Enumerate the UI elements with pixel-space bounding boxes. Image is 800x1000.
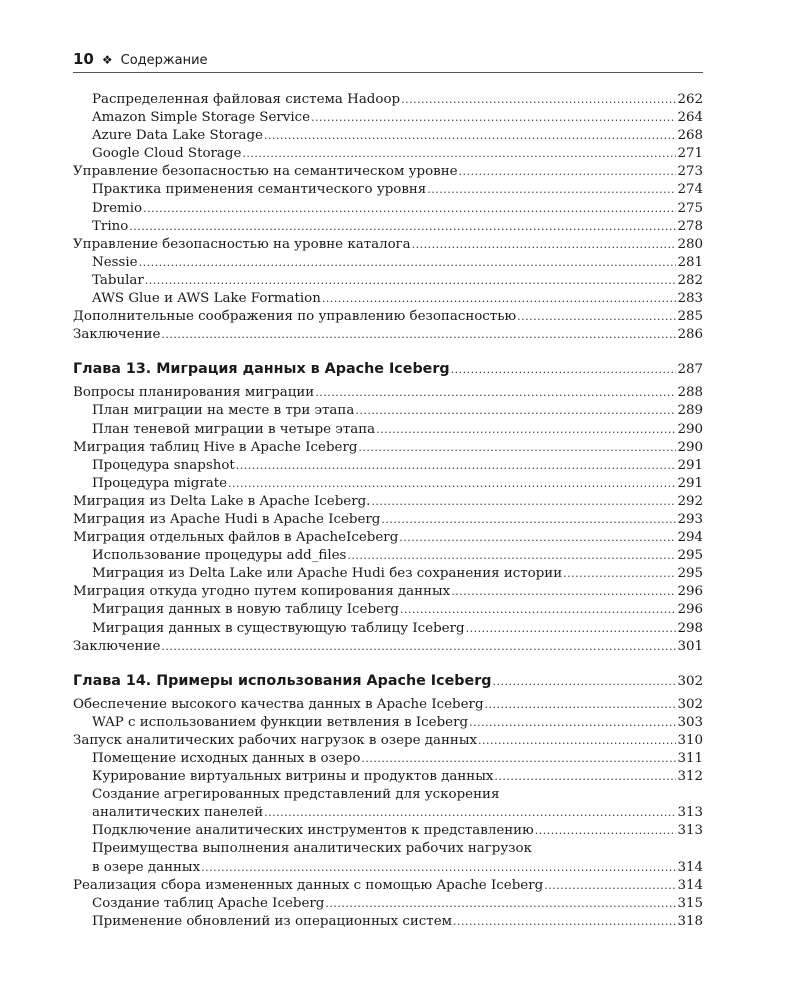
toc-entry-title: Nessie (92, 254, 138, 270)
toc-entry-title-line2: аналитических панелей (92, 805, 264, 821)
toc-entry-title: Применение обновлений из операционных систем (92, 913, 453, 929)
toc-entry-page: 313 (677, 823, 703, 839)
running-title: Содержание (120, 53, 208, 68)
leader-dots (381, 511, 676, 529)
toc-entry[interactable] (73, 457, 703, 475)
toc-entry[interactable] (73, 254, 703, 272)
toc-entry-page: 285 (677, 309, 703, 325)
toc-entry-page: 295 (677, 548, 703, 564)
toc-entry-title: Миграция из Delta Lake в Apache Iceberg. (73, 493, 371, 509)
leader-dots (535, 822, 677, 840)
toc-entry[interactable] (73, 326, 703, 344)
toc-entry[interactable] (73, 750, 703, 768)
leader-dots (469, 714, 676, 732)
chapter-title: Глава 13. Миграция данных в Apache Iceberg (73, 361, 450, 378)
leader-dots (399, 529, 676, 547)
toc-entry-title-line1: Создание агрегированных представлений для ускорения (92, 787, 500, 803)
toc-entry-title: Подключение аналитических инструментов к представлению (92, 823, 534, 839)
toc-entry-page: 293 (677, 511, 703, 527)
toc-entry-page: 290 (677, 421, 703, 437)
leader-dots (371, 493, 676, 511)
toc-entry[interactable] (73, 565, 703, 583)
toc-entry-title: Заключение (73, 638, 161, 654)
toc-entry-title: Google Cloud Storage (92, 146, 242, 162)
toc-entry-page: 310 (677, 732, 703, 748)
toc-entry-page: 295 (677, 566, 703, 582)
toc-entry-page: 271 (677, 146, 703, 162)
running-header (73, 50, 703, 73)
toc-entry-page: 314 (677, 877, 703, 893)
toc-entry-page: 286 (677, 327, 703, 343)
leader-dots (478, 732, 676, 750)
toc-entry-title: План миграции на месте в три этапа (92, 403, 355, 419)
toc-entry-title: Управление безопасностью на семантическом уровне (73, 164, 458, 180)
toc-entry[interactable] (73, 511, 703, 529)
toc-entry-title: Реализация сбора измененных данных с помощью Apache Iceberg (73, 877, 544, 893)
toc-entry[interactable] (73, 493, 703, 511)
leader-dots (201, 859, 676, 877)
toc-entry-title: Dremio (92, 200, 143, 216)
leader-dots (451, 358, 677, 381)
toc-entry[interactable] (73, 895, 703, 913)
toc-entry-page: 296 (677, 584, 703, 600)
toc-entry[interactable] (73, 272, 703, 290)
toc-entry-page: 296 (677, 602, 703, 618)
leader-dots (412, 236, 677, 254)
ornament-icon: ❖ (101, 53, 113, 67)
toc-entry-line2 (92, 859, 703, 877)
toc-entry-title: Заключение (73, 327, 161, 343)
leader-dots (347, 547, 676, 565)
toc-entry-title: Миграция отдельных файлов в ApacheIceberg (73, 530, 399, 546)
toc-entry[interactable] (73, 421, 703, 439)
toc-entry[interactable] (73, 475, 703, 493)
toc-entry[interactable] (73, 822, 703, 840)
leader-dots (493, 670, 677, 693)
toc-entry-title: Практика применения семантического уровня (92, 182, 427, 198)
toc-entry-page: 281 (677, 254, 703, 270)
leader-dots (466, 620, 677, 638)
toc-entry[interactable] (73, 583, 703, 601)
toc-entry-page: 302 (677, 696, 703, 712)
toc-entry[interactable] (73, 601, 703, 619)
toc-entry-title: Amazon Simple Storage Service (92, 110, 311, 126)
toc-entry-title: AWS Glue и AWS Lake Formation (92, 291, 321, 307)
page-number: 10 (73, 50, 94, 68)
toc-entry[interactable] (73, 529, 703, 547)
toc-entry-title: Процедура migrate (92, 475, 228, 491)
toc-entry[interactable] (73, 127, 703, 145)
toc-entry-page: 303 (677, 714, 703, 730)
toc-entry-page: 292 (677, 493, 703, 509)
toc-entry-title: План теневой миграции в четыре этапа (92, 421, 376, 437)
toc-entry[interactable] (73, 714, 703, 732)
leader-dots (161, 638, 676, 656)
leader-dots (358, 439, 676, 457)
toc-entry-title: Вопросы планирования миграции (73, 385, 315, 401)
toc-entry[interactable] (73, 384, 703, 402)
leader-dots (376, 421, 676, 439)
toc-entry[interactable] (73, 109, 703, 127)
toc-entry-title: Azure Data Lake Storage (92, 128, 263, 144)
toc-entry-title: Помещение исходных данных в озеро (92, 751, 361, 766)
leader-dots (236, 457, 677, 475)
toc-entry-title: Миграция таблиц Hive в Apache Iceberg (73, 439, 358, 455)
toc-entry[interactable] (73, 200, 703, 218)
toc-entry-page: 291 (677, 457, 703, 473)
toc-entry-title: Управление безопасностью на уровне каталога (73, 236, 411, 252)
toc-entry[interactable] (73, 402, 703, 420)
toc-entry-title: Создание таблиц Apache Iceberg (92, 895, 325, 911)
toc-entry[interactable] (73, 439, 703, 457)
toc-entry-line2 (92, 804, 703, 822)
toc-entry[interactable] (73, 218, 703, 236)
toc-entry-title: WAP с использованием функции ветвления в Iceberg (92, 714, 469, 730)
leader-dots (311, 109, 676, 127)
toc-entry-title: Trino (92, 218, 129, 234)
leader-dots (494, 768, 676, 786)
leader-dots (242, 145, 676, 163)
toc-entry-page: 283 (677, 291, 703, 307)
toc-chapter-14[interactable] (73, 670, 703, 693)
toc-entry-multiline[interactable] (73, 840, 703, 876)
leader-dots (400, 601, 677, 619)
leader-dots (161, 326, 676, 344)
toc-entry-title: Миграция из Apache Hudi в Apache Iceberg (73, 511, 381, 527)
toc-entry-page: 290 (677, 439, 703, 455)
leader-dots (325, 895, 676, 913)
leader-dots (264, 127, 676, 145)
leader-dots (563, 565, 676, 583)
toc-entry[interactable] (73, 290, 703, 308)
toc-entry[interactable] (73, 638, 703, 656)
toc-entry-title: Дополнительные соображения по управлению безопасностью (73, 309, 517, 325)
toc-entry-page: 268 (677, 128, 703, 144)
toc-entry-title: Запуск аналитических рабочих нагрузок в озере данных (73, 732, 478, 748)
leader-dots (322, 290, 677, 308)
leader-dots (139, 254, 677, 272)
toc-entry[interactable] (73, 732, 703, 750)
toc-entry-title: Миграция из Delta Lake или Apache Hudi без сохранения истории (92, 566, 563, 582)
toc-entry-title: Процедура snapshot (92, 457, 235, 473)
chapter-page: 287 (677, 362, 703, 378)
toc-entry-page: 273 (677, 164, 703, 180)
toc-entry-multiline[interactable] (73, 786, 703, 822)
toc-entry-title: Курирование виртуальных витрины и продуктов данных (92, 769, 494, 785)
toc-entry[interactable] (73, 877, 703, 895)
toc-entry-title: Обеспечение высокого качества данных в Apache Iceberg (73, 696, 484, 712)
toc-entry[interactable] (73, 236, 703, 254)
toc-entry-page: 312 (677, 769, 703, 785)
toc-entry[interactable] (73, 91, 703, 109)
toc-entry-title: Миграция данных в существующую таблицу Iceberg (92, 620, 465, 636)
toc-chapter-13[interactable] (73, 358, 703, 381)
leader-dots (264, 804, 676, 822)
toc-entry-title: Миграция данных в новую таблицу Iceberg (92, 602, 399, 618)
toc-entry-page: 278 (677, 218, 703, 234)
leader-dots (517, 308, 676, 326)
leader-dots (355, 402, 676, 420)
toc-entry[interactable] (73, 163, 703, 181)
toc-entry-page: 288 (677, 385, 703, 401)
toc-entry[interactable] (73, 768, 703, 786)
toc-entry[interactable] (73, 145, 703, 163)
toc-entry-page: 264 (677, 110, 703, 126)
toc-entry-page: 313 (677, 805, 703, 821)
toc-entry-page: 315 (677, 895, 703, 911)
chapter-page: 302 (677, 673, 703, 689)
leader-dots (228, 475, 676, 493)
leader-dots (459, 163, 677, 181)
toc-entry-page: 274 (677, 182, 703, 198)
leader-dots (427, 181, 676, 199)
toc-entry-page: 294 (677, 530, 703, 546)
leader-dots (453, 913, 676, 931)
toc-entry-page: 318 (677, 913, 703, 929)
toc-entry[interactable] (73, 913, 703, 931)
leader-dots (544, 877, 676, 895)
toc-entry[interactable] (73, 547, 703, 565)
leader-dots (361, 750, 676, 768)
toc-entry-title: Использование процедуры add_files (92, 548, 347, 564)
chapter-title: Глава 14. Примеры использования Apache Iceberg (73, 672, 492, 689)
toc-entry-page: 298 (677, 620, 703, 636)
table-of-contents (73, 91, 703, 931)
leader-dots (401, 91, 676, 109)
toc-entry[interactable] (73, 308, 703, 326)
toc-entry-title-line2: в озере данных (92, 859, 201, 875)
toc-entry-page: 280 (677, 236, 703, 252)
toc-entry[interactable] (73, 620, 703, 638)
toc-entry-page: 311 (677, 751, 703, 766)
toc-entry-page: 314 (677, 859, 703, 875)
toc-entry[interactable] (73, 696, 703, 714)
toc-entry-page: 291 (677, 475, 703, 491)
leader-dots (129, 218, 676, 236)
toc-entry-title: Tabular (92, 272, 144, 288)
toc-entry-title: Распределенная файловая система Hadoop (92, 92, 401, 107)
toc-entry-title: Миграция откуда угодно путем копирования данных (73, 584, 451, 600)
leader-dots (145, 272, 677, 290)
toc-entry-page: 275 (677, 200, 703, 216)
toc-entry-page: 282 (677, 272, 703, 288)
toc-entry[interactable] (73, 181, 703, 199)
toc-entry-page: 289 (677, 403, 703, 419)
toc-entry-title-line1: Преимущества выполнения аналитических рабочих нагрузок (92, 841, 532, 857)
leader-dots (451, 583, 676, 601)
toc-entry-page: 262 (677, 92, 703, 107)
leader-dots (143, 200, 676, 218)
toc-entry-page: 301 (677, 638, 703, 654)
leader-dots (315, 384, 676, 402)
leader-dots (485, 696, 677, 714)
